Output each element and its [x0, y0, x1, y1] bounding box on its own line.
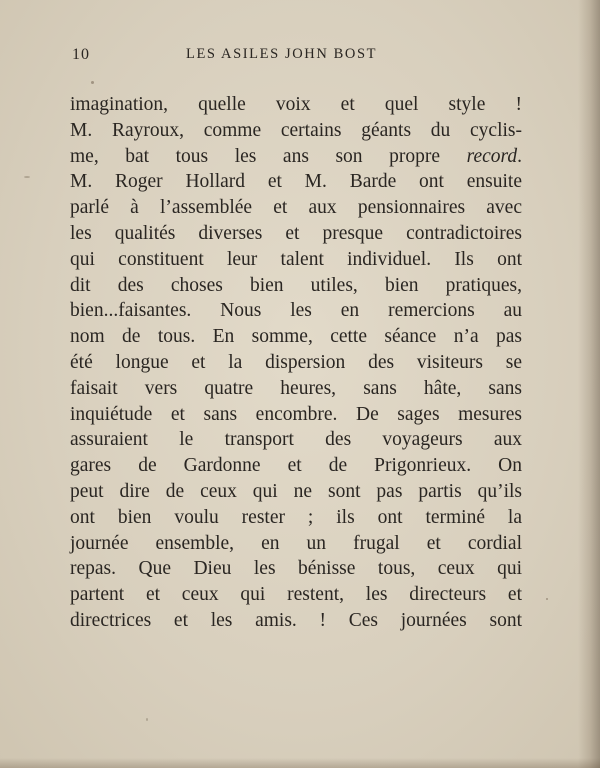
body-text	[70, 92, 522, 634]
text-line: ont bien voulu rester ; ils ont terminé la	[70, 506, 522, 528]
page-edge-shadow	[578, 0, 600, 768]
page-bottom-shadow	[0, 758, 600, 768]
text-line: nom de tous. En somme, cette séance n’a pas	[70, 326, 522, 348]
italic-word: record	[466, 145, 518, 167]
text-line: partent et ceux qui restent, les directeurs et	[70, 584, 522, 606]
paper-speck	[146, 718, 148, 721]
page-number: 10	[72, 46, 90, 63]
text-line: journée ensemble, en un frugal et cordial	[70, 532, 522, 554]
text-line: été longue et la dispersion des visiteurs se	[70, 351, 522, 373]
text-line: qui constituent leur talent individuel. Ils ont	[70, 248, 522, 270]
running-head: LES ASILES JOHN BOST	[186, 46, 378, 62]
paper-speck	[546, 598, 548, 600]
text-line: faisait vers quatre heures, sans hâte, sans	[70, 377, 522, 399]
text-line: assuraient le transport des voyageurs aux	[70, 429, 522, 451]
page-header	[72, 46, 522, 68]
text-line: imagination, quelle voix et quel style !	[70, 94, 522, 115]
text-segment: me, bat tous les ans son propre record.	[70, 145, 522, 167]
text-line: inquiétude et sans encombre. De sages mesures	[70, 403, 522, 425]
text-line: directrices et les amis. ! Ces journées sont	[70, 609, 522, 631]
paper-speck	[24, 176, 30, 178]
text-line	[70, 144, 522, 170]
text-line: bien...faisantes. Nous les en remercions au	[70, 300, 522, 322]
text-line: parlé à l’assemblée et aux pensionnaires avec	[70, 197, 522, 219]
paper-speck	[91, 81, 94, 84]
text-line: repas. Que Dieu les bénisse tous, ceux qui	[70, 558, 522, 580]
text-line: M. Roger Hollard et M. Barde ont ensuite	[70, 171, 522, 193]
text-line: les qualités diverses et presque contradictoires	[70, 222, 522, 244]
text-line: M. Rayroux, comme certains géants du cyclis-	[70, 119, 522, 141]
text-line: peut dire de ceux qui ne sont pas partis qu’ils	[70, 480, 522, 502]
text-line: gares de Gardonne et de Prigonrieux. On	[70, 455, 522, 477]
text-line: dit des choses bien utiles, bien pratiques,	[70, 274, 522, 296]
